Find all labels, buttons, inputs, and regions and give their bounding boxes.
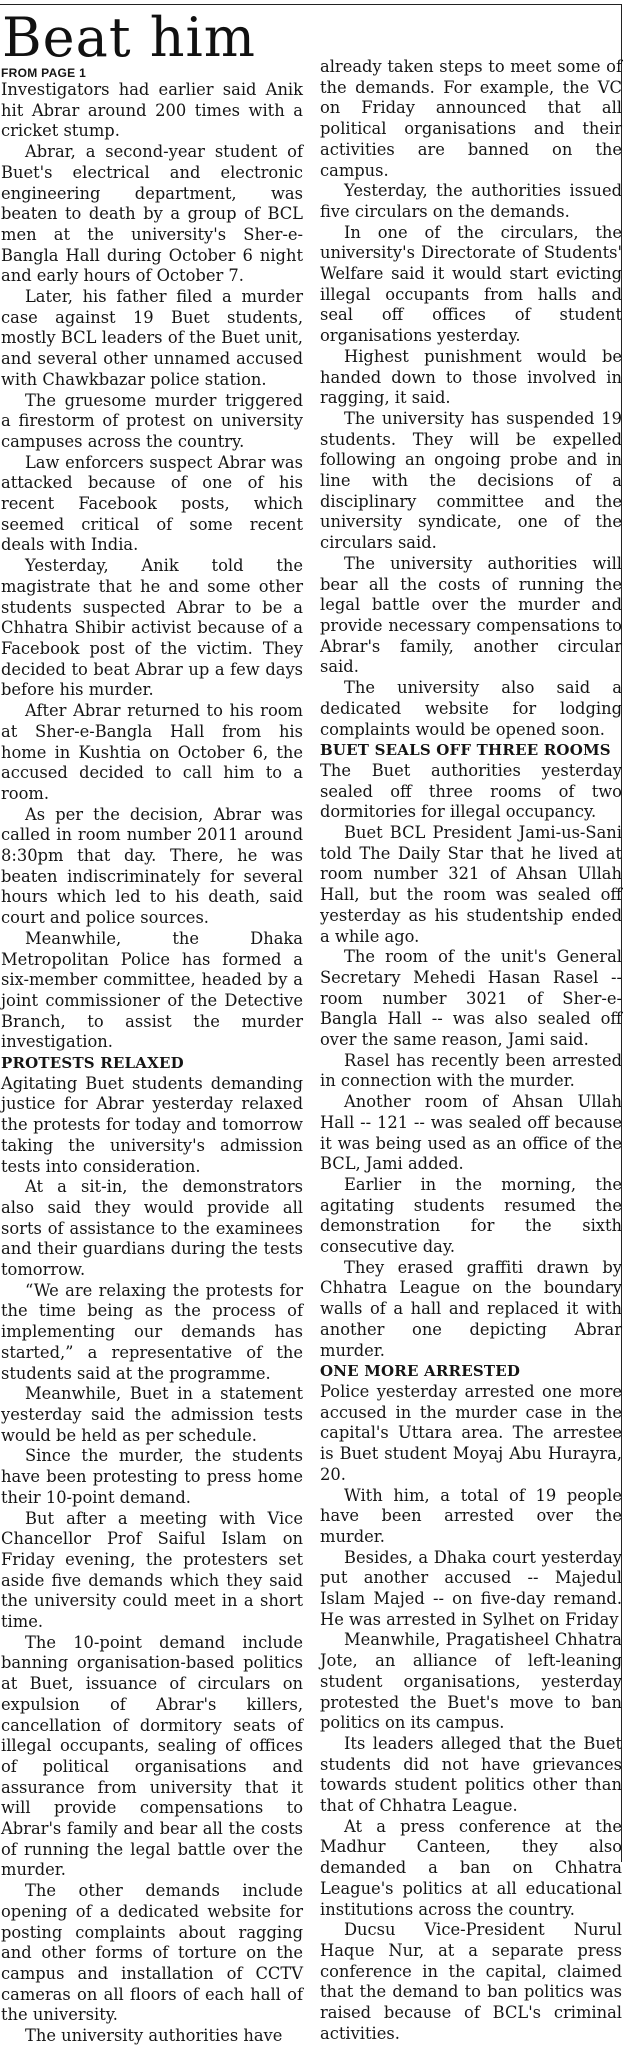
article-paragraph: Later, his father filed a murder case against 19 Buet students, mostly BCL leaders of the Buet unit, and several other unnamed accused with Chawkbazar police station.: [1, 287, 303, 389]
section-subhead: ONE MORE ARRESTED: [320, 1362, 521, 1381]
article-paragraph: “We are relaxing the protests for the time being as the process of implementing our demands has started,” a representative of the students said at the programme.: [1, 1280, 303, 1383]
article-paragraph: Buet BCL President Jami-us-Sani told The Daily Star that he lived at room number 321 of Ahsan Ullah Hall, but the room was sealed off yesterday as his studentship ended a while ago.: [320, 823, 622, 946]
article-paragraph: Rasel has recently been arrested in connection with the murder.: [320, 1050, 622, 1091]
article-paragraph: Earlier in the morning, the agitating students resumed the demonstration for the sixth consecutive day.: [320, 1174, 622, 1257]
article-paragraph: Highest punishment would be handed down to those involved in ragging, it said.: [320, 346, 622, 408]
article-paragraph: Investigators had earlier said Anik hit Abrar around 200 times with a cricket stump.: [1, 80, 303, 141]
article-paragraph: They erased graffiti drawn by Chhatra League on the boundary walls of a hall and replaced it with another one depicting Abrar murder.: [320, 1257, 622, 1360]
article-paragraph: Besides, a Dhaka court yesterday put another accused -- Majedul Islam Majed -- on five-day remand. He was arrested in Sylhet on Friday: [320, 1547, 622, 1629]
article-paragraph: Meanwhile, the Dhaka Metropolitan Police has formed a six-member committee, headed by a joint commissioner of the Detective Branch, to assist the murder investigation.: [1, 928, 303, 1052]
article-paragraph: The university also said a dedicated website for lodging complaints would be opened soon.: [320, 678, 622, 739]
article-paragraph: Law enforcers suspect Abrar was attacked because of one of his recent Facebook posts, which seemed critical of some recent deals with India.: [1, 452, 303, 555]
section-subhead: BUET SEALS OFF THREE ROOMS: [320, 741, 611, 760]
article-paragraph: already taken steps to meet some of the demands. For example, the VC on Friday announced that all political organisations and their activities are banned on the campus.: [320, 57, 622, 180]
article-paragraph: Abrar, a second-year student of Buet's electrical and electronic engineering department, was beaten to death by a group of BCL men at the university's Sher-e-Bangla Hall during October 6 night and early hours of October 7.: [1, 142, 303, 286]
article-paragraph: The university authorities have: [25, 2026, 283, 2046]
headline: Beat him: [2, 6, 256, 69]
article-paragraph: Its leaders alleged that the Buet students did not have grievances towards student politics other than that of Chhatra League.: [320, 1733, 622, 1816]
article-paragraph: The 10-point demand include banning organisation-based politics at Buet, issuance of circulars on expulsion of Abrar's killers, cancellation of dormitory seats of illegal occupants, sealing of offices of political organisations and assurance from university that it will provide compensations to Abrar's family and bear all the costs of running the legal battle over the murder.: [1, 1632, 303, 1880]
article-paragraph: At a press conference at the Madhur Canteen, they also demanded a ban on Chhatra League's politics at all educational institutions across the country.: [320, 1816, 622, 1919]
article-paragraph: The university authorities will bear all the costs of running the legal battle over the murder and provide necessary compensations to Abrar's family, another circular said.: [320, 553, 622, 677]
article-paragraph: Yesterday, the authorities issued five circulars on the demands.: [320, 181, 622, 221]
right-column: [320, 57, 622, 2045]
article-paragraph: At a sit-in, the demonstrators also said they would provide all sorts of assistance to the examinees and their guardians during the tests tomorrow.: [1, 1177, 303, 1280]
article-paragraph: The other demands include opening of a dedicated website for posting complaints about ragging and other forms of torture on the campus and installation of CCTV cameras on all floors of each hall of the university.: [1, 1881, 303, 2025]
article-paragraph: Agitating Buet students demanding justice for Abrar yesterday relaxed the protests for today and tomorrow taking the university's admission tests into consideration.: [1, 1073, 303, 1176]
left-column-text: [1, 80, 303, 2047]
article-paragraph: Ducsu Vice-President Nurul Haque Nur, at a separate press conference in the capital, claimed that the demand to ban politics was raised because of BCL's criminal activities.: [320, 1920, 622, 2043]
article-paragraph: Meanwhile, Buet in a statement yesterday said the admission tests would be held as per schedule.: [1, 1384, 303, 1445]
article-paragraph: In one of the circulars, the university's Directorate of Students' Welfare said it would start evicting illegal occupants from halls and seal off offices of student organisations yesterday.: [320, 222, 622, 346]
article-paragraph: The Buet authorities yesterday sealed off three rooms of two dormitories for illegal occupancy.: [320, 760, 622, 822]
article-paragraph: As per the decision, Abrar was called in room number 2011 around 8:30pm that day. There, he was beaten indiscriminately for several hours which led to his death, said court and police sources.: [1, 804, 303, 928]
article-paragraph: The university has suspended 19 students. They will be expelled following an ongoing probe and in line with the decisions of a disciplinary committee and the university syndicate, one of the circulars said.: [320, 408, 622, 553]
article-paragraph: Another room of Ahsan Ullah Hall -- 121 -- was sealed off because it was being used as an office of the BCL, Jami added.: [320, 1092, 622, 1174]
article-paragraph: Police yesterday arrested one more accused in the murder case in the capital's Uttara area. The arrestee is Buet student Moyaj Abu Hurayra, 20.: [320, 1382, 622, 1484]
article-paragraph: The room of the unit's General Secretary Mehedi Hasan Rasel -- room number 3021 of Sher-e-Bangla Hall -- was also sealed off over the same reason, Jami said.: [320, 947, 622, 1050]
right-column-text: [320, 57, 622, 2045]
article-paragraph: After Abrar returned to his room at Sher-e-Bangla Hall from his home in Kushtia on October 6, the accused decided to call him to a room.: [1, 701, 303, 803]
article-paragraph: Meanwhile, Pragatisheel Chhatra Jote, an alliance of left-leaning student organisations, yesterday protested the Buet's move to ban politics on its campus.: [320, 1630, 622, 1733]
top-rule: [0, 4, 622, 5]
article-paragraph: Yesterday, Anik told the magistrate that he and some other students suspected Abrar to be a Chhatra Shibir activist because of a Facebook post of the victim. They decided to beat Abrar up a few days before his murder.: [1, 556, 303, 700]
left-column: [1, 67, 303, 2047]
article-paragraph: The gruesome murder triggered a firestorm of protest on university campuses across the country.: [1, 390, 303, 451]
article-paragraph: With him, a total of 19 people have been arrested over the murder.: [320, 1485, 622, 1546]
from-page-label: FROM PAGE 1: [1, 66, 87, 80]
section-subhead: PROTESTS RELAXED: [1, 1054, 184, 1073]
article-paragraph: Since the murder, the students have been protesting to press home their 10-point demand.: [1, 1446, 303, 1507]
article-paragraph: But after a meeting with Vice Chancellor Prof Saiful Islam on Friday evening, the protesters set aside five demands which they said the university could meet in a short time.: [1, 1508, 303, 1632]
